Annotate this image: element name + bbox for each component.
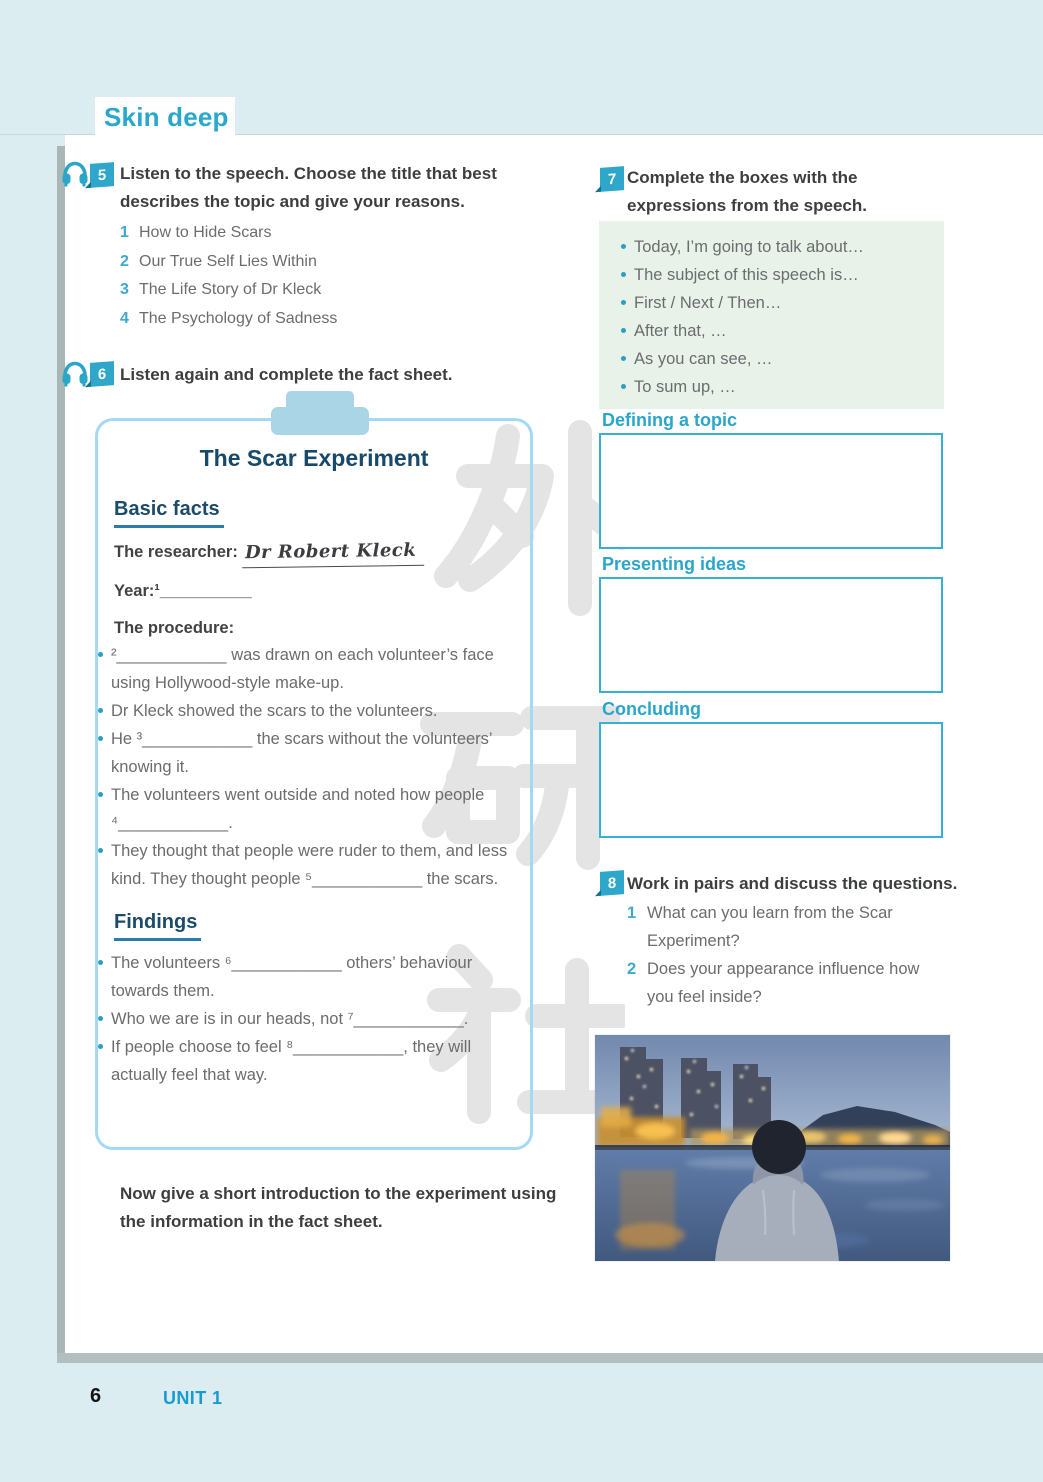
expression-item: After that, … — [621, 317, 934, 345]
answer-box-concluding[interactable] — [599, 722, 943, 838]
question-2: 2 Does your appearance influence how you feel inside? — [627, 960, 920, 1006]
findings-item[interactable]: Who we are is in our heads, not ⁷____________. — [98, 1005, 530, 1033]
exercise-6-number-badge — [90, 361, 114, 387]
exercise-8-instruction: Work in pairs and discuss the questions. — [627, 874, 958, 893]
unit-header-tab — [95, 97, 235, 137]
answer-label-defining-a-topic: Defining a topic — [602, 410, 737, 430]
page-number: 6 — [90, 1385, 102, 1407]
procedure-item[interactable]: ²____________ was drawn on each volunteer’s face using Hollywood-style make-up. — [98, 641, 530, 697]
option-4: 4 The Psychology of Sadness — [120, 309, 338, 327]
page-bottom-shadow — [57, 1353, 1043, 1363]
exercise-5-instruction: Listen to the speech. Choose the title that best describes the topic and give your reasons. — [120, 164, 497, 211]
follow-up-instruction: Now give a short introduction to the experiment using the information in the fact sheet. — [120, 1184, 557, 1231]
procedure-item: Dr Kleck showed the scars to the volunteers. — [98, 697, 530, 725]
city-night-photo — [595, 1035, 950, 1261]
exercise-8-number: 8 — [607, 874, 617, 892]
page-title: Skin deep — [104, 102, 229, 132]
fact-sheet — [95, 418, 533, 1150]
answer-box-presenting-ideas[interactable] — [599, 577, 943, 693]
exercise-5-number-badge — [90, 162, 114, 188]
procedure-list — [98, 641, 530, 893]
expressions-list — [621, 233, 934, 401]
exercise-7-number-badge — [600, 166, 624, 192]
expression-item: As you can see, … — [621, 345, 934, 373]
fact-sheet-title: The Scar Experiment — [199, 445, 429, 471]
answer-box-defining-a-topic[interactable] — [599, 433, 943, 549]
exercise-7-number: 7 — [607, 170, 617, 188]
answer-label-concluding: Concluding — [602, 699, 701, 719]
researcher-line — [114, 539, 514, 567]
option-3: 3 The Life Story of Dr Kleck — [120, 281, 322, 298]
findings-list — [98, 949, 530, 1089]
procedure-item[interactable]: The volunteers went outside and noted how people ⁴____________. — [98, 781, 530, 837]
researcher-label: The researcher: — [114, 543, 238, 561]
exercise-6-instruction: Listen again and complete the fact sheet. — [120, 365, 453, 384]
procedure-item[interactable]: They thought that people were ruder to them, and less kind. They thought people ⁵____________ the scars. — [98, 837, 530, 893]
expression-item: First / Next / Then… — [621, 289, 934, 317]
answer-label-presenting-ideas: Presenting ideas — [602, 554, 747, 574]
expressions-box — [599, 221, 944, 409]
basic-facts-heading: Basic facts — [114, 498, 530, 528]
exercise-5-options — [120, 219, 520, 333]
findings-heading: Findings — [114, 911, 530, 941]
procedure-item[interactable]: He ³____________ the scars without the volunteers’ knowing it. — [98, 725, 530, 781]
exercise-7-instruction: Complete the boxes with the expressions from the speech. — [627, 168, 867, 215]
exercise-8-number-badge — [600, 870, 624, 896]
researcher-handwritten-answer: Dr Robert Kleck — [242, 538, 425, 569]
exercise-6-number: 6 — [97, 365, 107, 383]
findings-item[interactable]: If people choose to feel ⁸____________, they will actually feel that way. — [98, 1033, 530, 1089]
procedure-label: The procedure: — [114, 619, 235, 637]
question-1: 1 What can you learn from the Scar Experiment? — [627, 904, 893, 950]
page-left-shadow — [57, 146, 65, 1363]
clipboard-clip — [271, 407, 369, 435]
year-line[interactable]: Year:¹__________ — [114, 582, 252, 600]
exercise-5-number: 5 — [97, 166, 107, 184]
expression-item: The subject of this speech is… — [621, 261, 934, 289]
findings-item[interactable]: The volunteers ⁶____________ others’ behaviour towards them. — [98, 949, 530, 1005]
unit-label: UNIT 1 — [163, 1388, 223, 1408]
discussion-questions — [627, 899, 937, 1011]
expression-item: To sum up, … — [621, 373, 934, 401]
option-2: 2 Our True Self Lies Within — [120, 252, 317, 270]
expression-item: Today, I’m going to talk about… — [621, 233, 934, 261]
option-1: 1 How to Hide Scars — [120, 224, 272, 241]
